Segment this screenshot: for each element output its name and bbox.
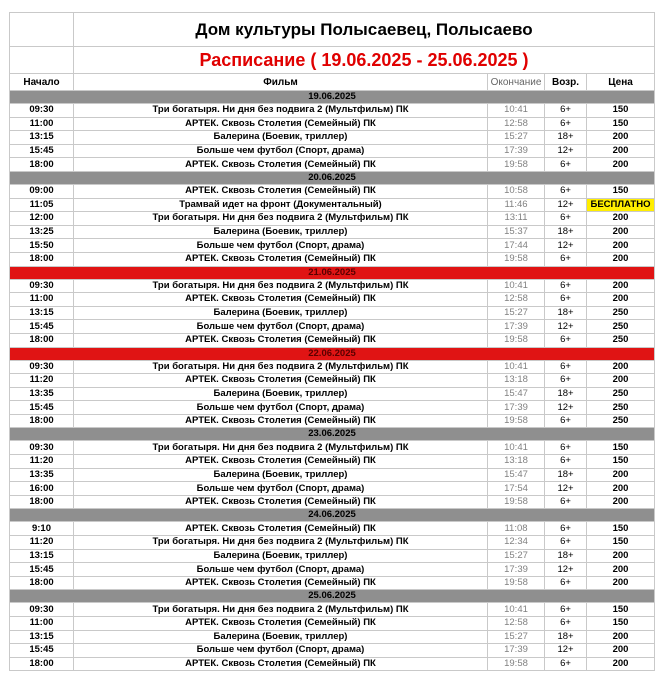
- showtime-end: 13:18: [488, 455, 545, 469]
- showtime-start: 11:00: [10, 293, 74, 307]
- showtime-start: 15:45: [10, 401, 74, 415]
- showtime-end: 10:41: [488, 603, 545, 617]
- showtime-age-rating: 18+: [545, 468, 587, 482]
- showtime-row: [10, 549, 655, 563]
- showtime-price: 250: [587, 414, 655, 428]
- showtime-end: 17:54: [488, 482, 545, 496]
- showtime-film: Балерина (Боевик, триллер): [74, 131, 488, 145]
- showtime-start: 13:15: [10, 549, 74, 563]
- showtime-age-rating: 6+: [545, 293, 587, 307]
- showtime-film: Больше чем футбол (Спорт, драма): [74, 644, 488, 658]
- showtime-row: [10, 536, 655, 550]
- showtime-end: 11:46: [488, 198, 545, 212]
- showtime-end: 19:58: [488, 158, 545, 172]
- showtime-age-rating: 6+: [545, 279, 587, 293]
- showtime-price: 200: [587, 158, 655, 172]
- showtime-age-rating: 18+: [545, 549, 587, 563]
- showtime-start: 11:05: [10, 198, 74, 212]
- showtime-end: 17:39: [488, 563, 545, 577]
- showtime-end: 19:58: [488, 333, 545, 347]
- showtime-start: 18:00: [10, 333, 74, 347]
- period-row: [10, 47, 655, 74]
- showtime-start: 18:00: [10, 495, 74, 509]
- day-header-row: [10, 428, 655, 441]
- showtime-end: 12:58: [488, 293, 545, 307]
- showtime-age-rating: 12+: [545, 198, 587, 212]
- showtime-start: 18:00: [10, 252, 74, 266]
- showtime-film: АРТЕК. Сквозь Столетия (Семейный) ПК: [74, 117, 488, 131]
- showtime-row: [10, 104, 655, 118]
- showtime-row: [10, 131, 655, 145]
- showtime-end: 17:39: [488, 644, 545, 658]
- showtime-start: 09:30: [10, 441, 74, 455]
- showtime-end: 15:47: [488, 387, 545, 401]
- showtime-end: 12:34: [488, 536, 545, 550]
- showtime-start: 09:30: [10, 603, 74, 617]
- showtime-start: 13:25: [10, 225, 74, 239]
- showtime-end: 15:27: [488, 306, 545, 320]
- showtime-row: [10, 522, 655, 536]
- showtime-end: 10:41: [488, 279, 545, 293]
- showtime-age-rating: 18+: [545, 306, 587, 320]
- showtime-start: 09:30: [10, 279, 74, 293]
- day-date: 24.06.2025: [10, 509, 655, 522]
- showtime-end: 10:41: [488, 360, 545, 374]
- showtime-age-rating: 18+: [545, 630, 587, 644]
- showtime-age-rating: 6+: [545, 104, 587, 118]
- showtime-film: Больше чем футбол (Спорт, драма): [74, 482, 488, 496]
- showtime-row: [10, 603, 655, 617]
- showtime-start: 12:00: [10, 212, 74, 226]
- showtime-price: 200: [587, 252, 655, 266]
- showtime-row: [10, 617, 655, 631]
- showtime-start: 18:00: [10, 158, 74, 172]
- showtime-price: 200: [587, 644, 655, 658]
- showtime-price: 200: [587, 131, 655, 145]
- showtime-row: [10, 293, 655, 307]
- showtime-price: 150: [587, 104, 655, 118]
- header-age: Возр.: [545, 74, 587, 91]
- day-header-row: [10, 171, 655, 184]
- showtime-row: [10, 117, 655, 131]
- day-date: 25.06.2025: [10, 590, 655, 603]
- showtime-start: 11:00: [10, 117, 74, 131]
- schedule-table: [9, 12, 655, 671]
- showtime-row: [10, 212, 655, 226]
- showtime-start: 18:00: [10, 576, 74, 590]
- showtime-row: [10, 144, 655, 158]
- showtime-age-rating: 6+: [545, 212, 587, 226]
- showtime-age-rating: 6+: [545, 184, 587, 198]
- showtime-end: 10:58: [488, 184, 545, 198]
- showtime-price: 150: [587, 617, 655, 631]
- showtime-row: [10, 482, 655, 496]
- title-blank-cell: [10, 13, 74, 47]
- showtime-start: 09:30: [10, 360, 74, 374]
- showtime-row: [10, 576, 655, 590]
- showtime-row: [10, 360, 655, 374]
- showtime-end: 15:47: [488, 468, 545, 482]
- showtime-price: 150: [587, 536, 655, 550]
- showtime-film: АРТЕК. Сквозь Столетия (Семейный) ПК: [74, 617, 488, 631]
- day-header-row: [10, 590, 655, 603]
- showtime-price: 200: [587, 576, 655, 590]
- showtime-end: 11:08: [488, 522, 545, 536]
- showtime-start: 13:15: [10, 630, 74, 644]
- showtime-end: 10:41: [488, 104, 545, 118]
- showtime-row: [10, 657, 655, 671]
- showtime-age-rating: 6+: [545, 536, 587, 550]
- showtime-row: [10, 441, 655, 455]
- showtime-price: 200: [587, 563, 655, 577]
- showtime-age-rating: 6+: [545, 441, 587, 455]
- showtime-price: 200: [587, 212, 655, 226]
- showtime-row: [10, 184, 655, 198]
- showtime-start: 13:15: [10, 306, 74, 320]
- day-date: 23.06.2025: [10, 428, 655, 441]
- showtime-film: Балерина (Боевик, триллер): [74, 630, 488, 644]
- showtime-age-rating: 6+: [545, 495, 587, 509]
- showtime-row: [10, 320, 655, 334]
- showtime-start: 09:30: [10, 104, 74, 118]
- showtime-end: 15:27: [488, 549, 545, 563]
- day-header-row: [10, 509, 655, 522]
- showtime-price: 200: [587, 657, 655, 671]
- showtime-age-rating: 6+: [545, 603, 587, 617]
- day-header-row: [10, 347, 655, 360]
- showtime-film: АРТЕК. Сквозь Столетия (Семейный) ПК: [74, 455, 488, 469]
- header-end: Окончание: [488, 74, 545, 91]
- showtime-price: 250: [587, 306, 655, 320]
- showtime-end: 17:44: [488, 239, 545, 253]
- showtime-start: 11:20: [10, 455, 74, 469]
- showtime-start: 15:45: [10, 144, 74, 158]
- showtime-age-rating: 6+: [545, 522, 587, 536]
- showtime-end: 12:58: [488, 117, 545, 131]
- showtime-row: [10, 644, 655, 658]
- showtime-price: 250: [587, 333, 655, 347]
- showtime-start: 9:10: [10, 522, 74, 536]
- showtime-age-rating: 6+: [545, 252, 587, 266]
- showtime-start: 11:20: [10, 536, 74, 550]
- showtime-film: Три богатыря. Ни дня без подвига 2 (Мультфильм) ПК: [74, 212, 488, 226]
- showtime-row: [10, 158, 655, 172]
- showtime-price: 200: [587, 293, 655, 307]
- showtime-film: АРТЕК. Сквозь Столетия (Семейный) ПК: [74, 333, 488, 347]
- showtime-film: Трамвай идет на фронт (Документальный): [74, 198, 488, 212]
- showtime-age-rating: 6+: [545, 374, 587, 388]
- showtime-end: 19:58: [488, 495, 545, 509]
- schedule-body: [10, 13, 655, 671]
- showtime-film: Больше чем футбол (Спорт, драма): [74, 563, 488, 577]
- showtime-price: 200: [587, 374, 655, 388]
- showtime-start: 15:45: [10, 320, 74, 334]
- showtime-price: 200: [587, 468, 655, 482]
- showtime-start: 18:00: [10, 657, 74, 671]
- showtime-row: [10, 306, 655, 320]
- showtime-start: 15:45: [10, 644, 74, 658]
- showtime-age-rating: 18+: [545, 387, 587, 401]
- showtime-price: 150: [587, 117, 655, 131]
- showtime-price: 200: [587, 144, 655, 158]
- showtime-age-rating: 6+: [545, 360, 587, 374]
- showtime-price: 200: [587, 482, 655, 496]
- showtime-age-rating: 6+: [545, 117, 587, 131]
- showtime-start: 13:15: [10, 131, 74, 145]
- schedule-sheet: [9, 12, 654, 671]
- header-start: Начало: [10, 74, 74, 91]
- showtime-row: [10, 468, 655, 482]
- title-row: [10, 13, 655, 47]
- showtime-age-rating: 12+: [545, 239, 587, 253]
- showtime-end: 19:58: [488, 657, 545, 671]
- showtime-start: 15:50: [10, 239, 74, 253]
- showtime-start: 18:00: [10, 414, 74, 428]
- showtime-end: 15:37: [488, 225, 545, 239]
- showtime-age-rating: 6+: [545, 617, 587, 631]
- showtime-row: [10, 374, 655, 388]
- showtime-film: Больше чем футбол (Спорт, драма): [74, 239, 488, 253]
- showtime-start: 09:00: [10, 184, 74, 198]
- showtime-start: 13:35: [10, 468, 74, 482]
- showtime-row: [10, 630, 655, 644]
- showtime-film: АРТЕК. Сквозь Столетия (Семейный) ПК: [74, 657, 488, 671]
- showtime-price: 200: [587, 279, 655, 293]
- showtime-price: 150: [587, 441, 655, 455]
- showtime-row: [10, 563, 655, 577]
- showtime-age-rating: 6+: [545, 657, 587, 671]
- column-header-row: [10, 74, 655, 91]
- showtime-row: [10, 198, 655, 212]
- showtime-price: 200: [587, 630, 655, 644]
- showtime-film: АРТЕК. Сквозь Столетия (Семейный) ПК: [74, 184, 488, 198]
- showtime-end: 17:39: [488, 144, 545, 158]
- showtime-row: [10, 333, 655, 347]
- showtime-end: 15:27: [488, 131, 545, 145]
- showtime-end: 12:58: [488, 617, 545, 631]
- showtime-film: Три богатыря. Ни дня без подвига 2 (Мультфильм) ПК: [74, 279, 488, 293]
- showtime-price: 150: [587, 522, 655, 536]
- showtime-age-rating: 12+: [545, 644, 587, 658]
- showtime-end: 19:58: [488, 414, 545, 428]
- showtime-price: 250: [587, 320, 655, 334]
- showtime-price: 150: [587, 455, 655, 469]
- showtime-film: Больше чем футбол (Спорт, драма): [74, 144, 488, 158]
- showtime-end: 17:39: [488, 401, 545, 415]
- showtime-price: БЕСПЛАТНО: [587, 198, 655, 212]
- showtime-price: 200: [587, 239, 655, 253]
- showtime-age-rating: 18+: [545, 131, 587, 145]
- showtime-price: 150: [587, 603, 655, 617]
- showtime-film: Балерина (Боевик, триллер): [74, 549, 488, 563]
- showtime-row: [10, 387, 655, 401]
- showtime-age-rating: 6+: [545, 414, 587, 428]
- showtime-end: 15:27: [488, 630, 545, 644]
- day-date: 22.06.2025: [10, 347, 655, 360]
- showtime-price: 250: [587, 401, 655, 415]
- showtime-age-rating: 6+: [545, 158, 587, 172]
- showtime-row: [10, 279, 655, 293]
- showtime-age-rating: 12+: [545, 482, 587, 496]
- showtime-film: Больше чем футбол (Спорт, драма): [74, 320, 488, 334]
- showtime-age-rating: 12+: [545, 401, 587, 415]
- showtime-film: Балерина (Боевик, триллер): [74, 387, 488, 401]
- showtime-start: 13:35: [10, 387, 74, 401]
- showtime-start: 11:20: [10, 374, 74, 388]
- showtime-film: Три богатыря. Ни дня без подвига 2 (Мультфильм) ПК: [74, 360, 488, 374]
- header-film: Фильм: [74, 74, 488, 91]
- showtime-age-rating: 12+: [545, 563, 587, 577]
- day-date: 21.06.2025: [10, 266, 655, 279]
- showtime-age-rating: 6+: [545, 576, 587, 590]
- showtime-price: 200: [587, 495, 655, 509]
- showtime-film: Балерина (Боевик, триллер): [74, 306, 488, 320]
- showtime-film: АРТЕК. Сквозь Столетия (Семейный) ПК: [74, 495, 488, 509]
- header-price: Цена: [587, 74, 655, 91]
- showtime-row: [10, 252, 655, 266]
- day-header-row: [10, 266, 655, 279]
- showtime-row: [10, 414, 655, 428]
- showtime-age-rating: 6+: [545, 455, 587, 469]
- showtime-film: АРТЕК. Сквозь Столетия (Семейный) ПК: [74, 293, 488, 307]
- showtime-film: Три богатыря. Ни дня без подвига 2 (Мультфильм) ПК: [74, 441, 488, 455]
- showtime-film: Больше чем футбол (Спорт, драма): [74, 401, 488, 415]
- showtime-row: [10, 225, 655, 239]
- showtime-film: Три богатыря. Ни дня без подвига 2 (Мультфильм) ПК: [74, 603, 488, 617]
- showtime-start: 16:00: [10, 482, 74, 496]
- showtime-start: 15:45: [10, 563, 74, 577]
- day-date: 20.06.2025: [10, 171, 655, 184]
- showtime-film: Балерина (Боевик, триллер): [74, 225, 488, 239]
- day-header-row: [10, 91, 655, 104]
- showtime-price: 150: [587, 184, 655, 198]
- showtime-film: АРТЕК. Сквозь Столетия (Семейный) ПК: [74, 158, 488, 172]
- showtime-end: 19:58: [488, 576, 545, 590]
- showtime-film: АРТЕК. Сквозь Столетия (Семейный) ПК: [74, 414, 488, 428]
- showtime-film: Три богатыря. Ни дня без подвига 2 (Мультфильм) ПК: [74, 536, 488, 550]
- showtime-film: АРТЕК. Сквозь Столетия (Семейный) ПК: [74, 252, 488, 266]
- showtime-price: 250: [587, 387, 655, 401]
- showtime-end: 17:39: [488, 320, 545, 334]
- day-date: 19.06.2025: [10, 91, 655, 104]
- showtime-end: 13:11: [488, 212, 545, 226]
- showtime-row: [10, 495, 655, 509]
- showtime-row: [10, 239, 655, 253]
- showtime-end: 13:18: [488, 374, 545, 388]
- showtime-age-rating: 12+: [545, 320, 587, 334]
- schedule-period: Расписание ( 19.06.2025 - 25.06.2025 ): [74, 47, 655, 74]
- period-blank-cell: [10, 47, 74, 74]
- showtime-price: 200: [587, 549, 655, 563]
- cinema-title: Дом культуры Полысаевец, Полысаево: [74, 13, 655, 47]
- showtime-film: АРТЕК. Сквозь Столетия (Семейный) ПК: [74, 576, 488, 590]
- showtime-price: 200: [587, 360, 655, 374]
- showtime-age-rating: 6+: [545, 333, 587, 347]
- showtime-film: Три богатыря. Ни дня без подвига 2 (Мультфильм) ПК: [74, 104, 488, 118]
- showtime-film: АРТЕК. Сквозь Столетия (Семейный) ПК: [74, 374, 488, 388]
- showtime-end: 10:41: [488, 441, 545, 455]
- showtime-film: Балерина (Боевик, триллер): [74, 468, 488, 482]
- showtime-price: 200: [587, 225, 655, 239]
- showtime-start: 11:00: [10, 617, 74, 631]
- showtime-age-rating: 12+: [545, 144, 587, 158]
- showtime-film: АРТЕК. Сквозь Столетия (Семейный) ПК: [74, 522, 488, 536]
- showtime-row: [10, 401, 655, 415]
- showtime-age-rating: 18+: [545, 225, 587, 239]
- showtime-row: [10, 455, 655, 469]
- showtime-end: 19:58: [488, 252, 545, 266]
